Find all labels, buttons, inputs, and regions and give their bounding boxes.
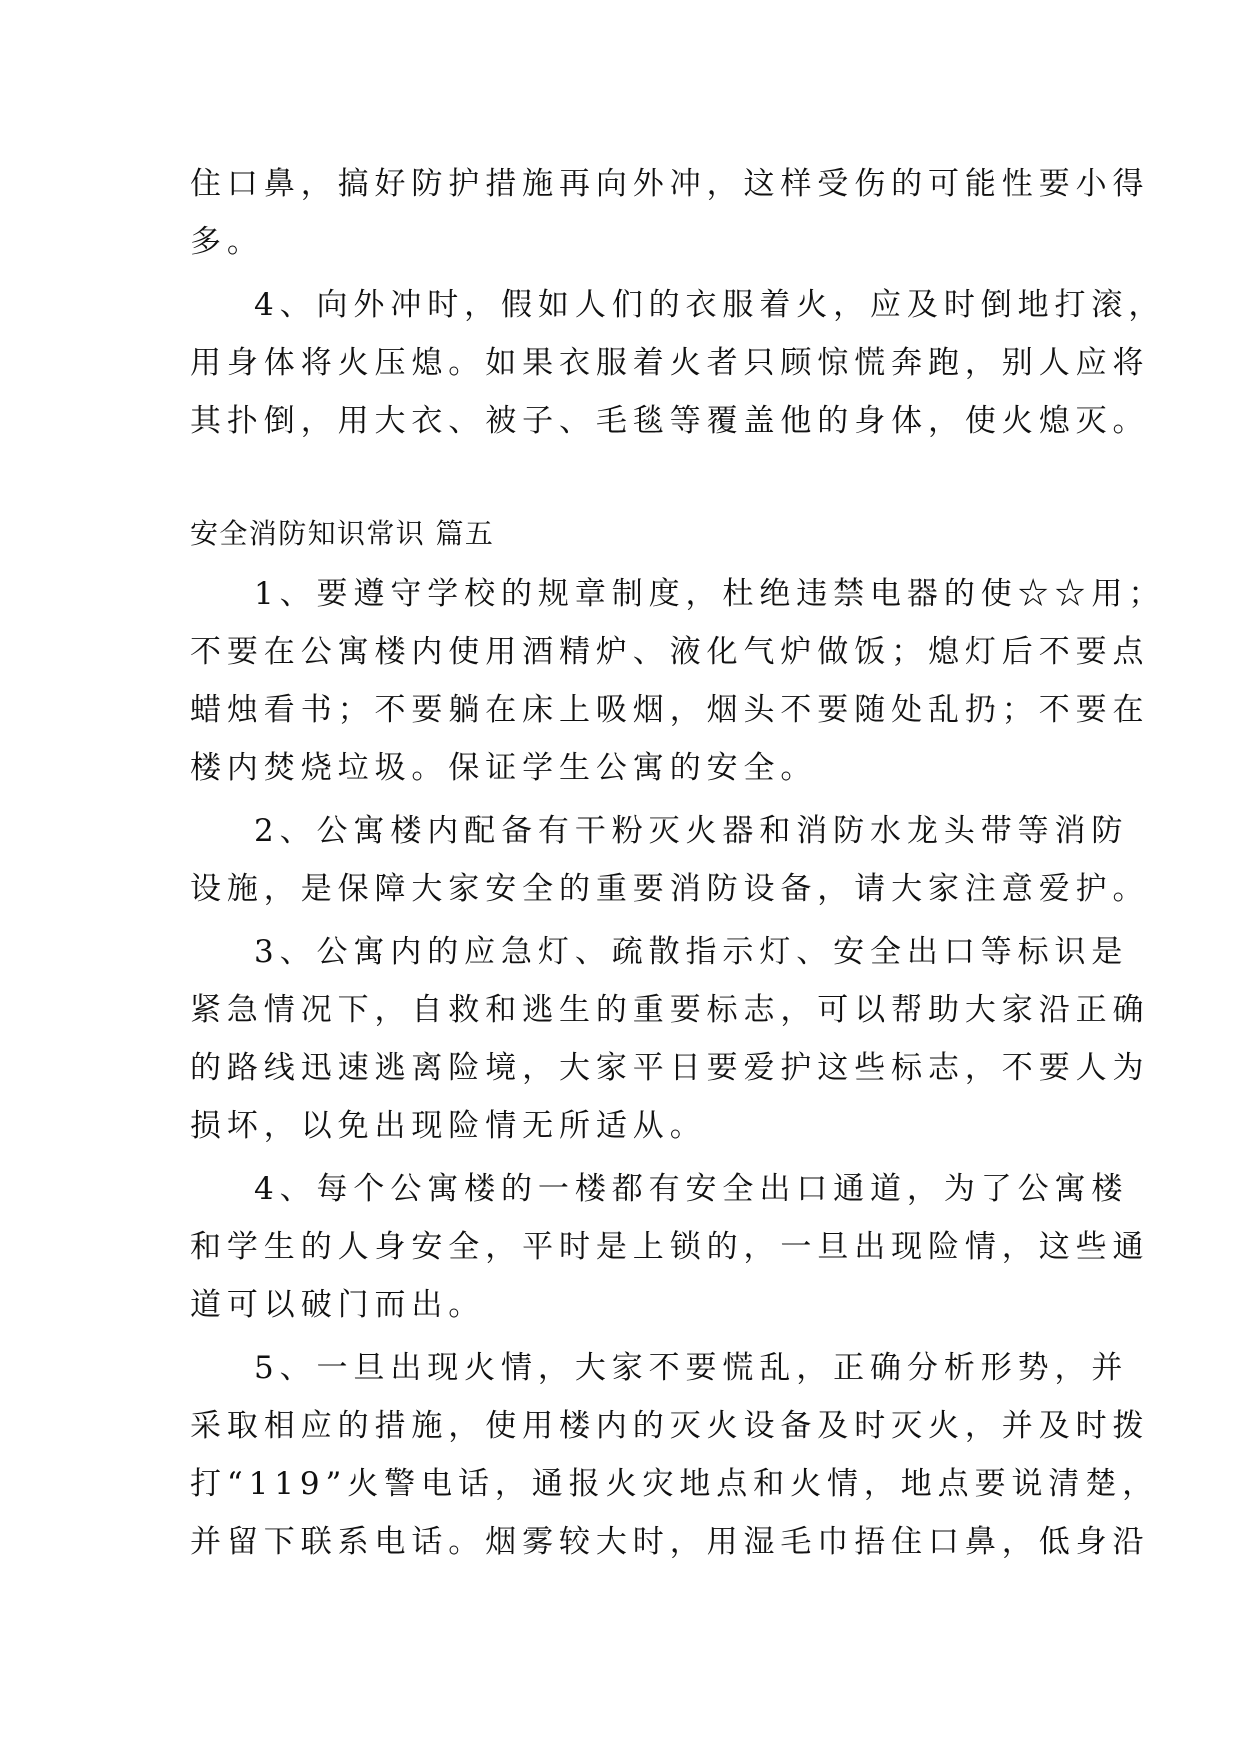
- paragraph-line: 2、公寓楼内配备有干粉灭火器和消防水龙头带等消防: [254, 813, 1129, 849]
- paragraph-line: 打“119”火警电话，通报火灾地点和火情，地点要说清楚，: [190, 1466, 1160, 1502]
- paragraph-line: 设施，是保障大家安全的重要消防设备，请大家注意爱护。: [190, 871, 1150, 907]
- paragraph-line: 不要在公寓楼内使用酒精炉、液化气炉做饭；熄灯后不要点: [190, 634, 1150, 670]
- section-heading: 安全消防知识常识 篇五: [190, 517, 495, 550]
- paragraph-line: 4、每个公寓楼的一楼都有安全出口通道，为了公寓楼: [254, 1171, 1129, 1207]
- paragraph-line: 采取相应的措施，使用楼内的灭火设备及时灭火，并及时拨: [190, 1408, 1150, 1444]
- paragraph-line: 并留下联系电话。烟雾较大时，用湿毛巾捂住口鼻，低身沿: [190, 1524, 1150, 1560]
- paragraph-line: 3、公寓内的应急灯、疏散指示灯、安全出口等标识是: [254, 934, 1129, 970]
- paragraph-line: 用身体将火压熄。如果衣服着火者只顾惊慌奔跑，别人应将: [190, 345, 1150, 381]
- paragraph-line: 的路线迅速逃离险境，大家平日要爱护这些标志，不要人为: [190, 1050, 1150, 1086]
- paragraph-line: 多。: [190, 224, 264, 260]
- paragraph-line: 其扑倒，用大衣、被子、毛毯等覆盖他的身体，使火熄灭。: [190, 403, 1150, 439]
- paragraph-line: 紧急情况下，自救和逃生的重要标志，可以帮助大家沿正确: [190, 992, 1150, 1028]
- paragraph-line: 损坏，以免出现险情无所适从。: [190, 1108, 707, 1144]
- paragraph-line: 道可以破门而出。: [190, 1287, 486, 1323]
- paragraph-line: 5、一旦出现火情，大家不要慌乱，正确分析形势，并: [254, 1350, 1129, 1386]
- paragraph-line: 和学生的人身安全，平时是上锁的，一旦出现险情，这些通: [190, 1229, 1150, 1265]
- paragraph-line: 楼内焚烧垃圾。保证学生公寓的安全。: [190, 750, 818, 786]
- paragraph-line: 4、向外冲时，假如人们的衣服着火，应及时倒地打滚，: [254, 287, 1166, 323]
- paragraph-line: 蜡烛看书；不要躺在床上吸烟，烟头不要随处乱扔；不要在: [190, 692, 1150, 728]
- paragraph-line: 住口鼻，搞好防护措施再向外冲，这样受伤的可能性要小得: [190, 166, 1150, 202]
- paragraph-line: 1、要遵守学校的规章制度，杜绝违禁电器的使☆☆用；: [254, 576, 1166, 612]
